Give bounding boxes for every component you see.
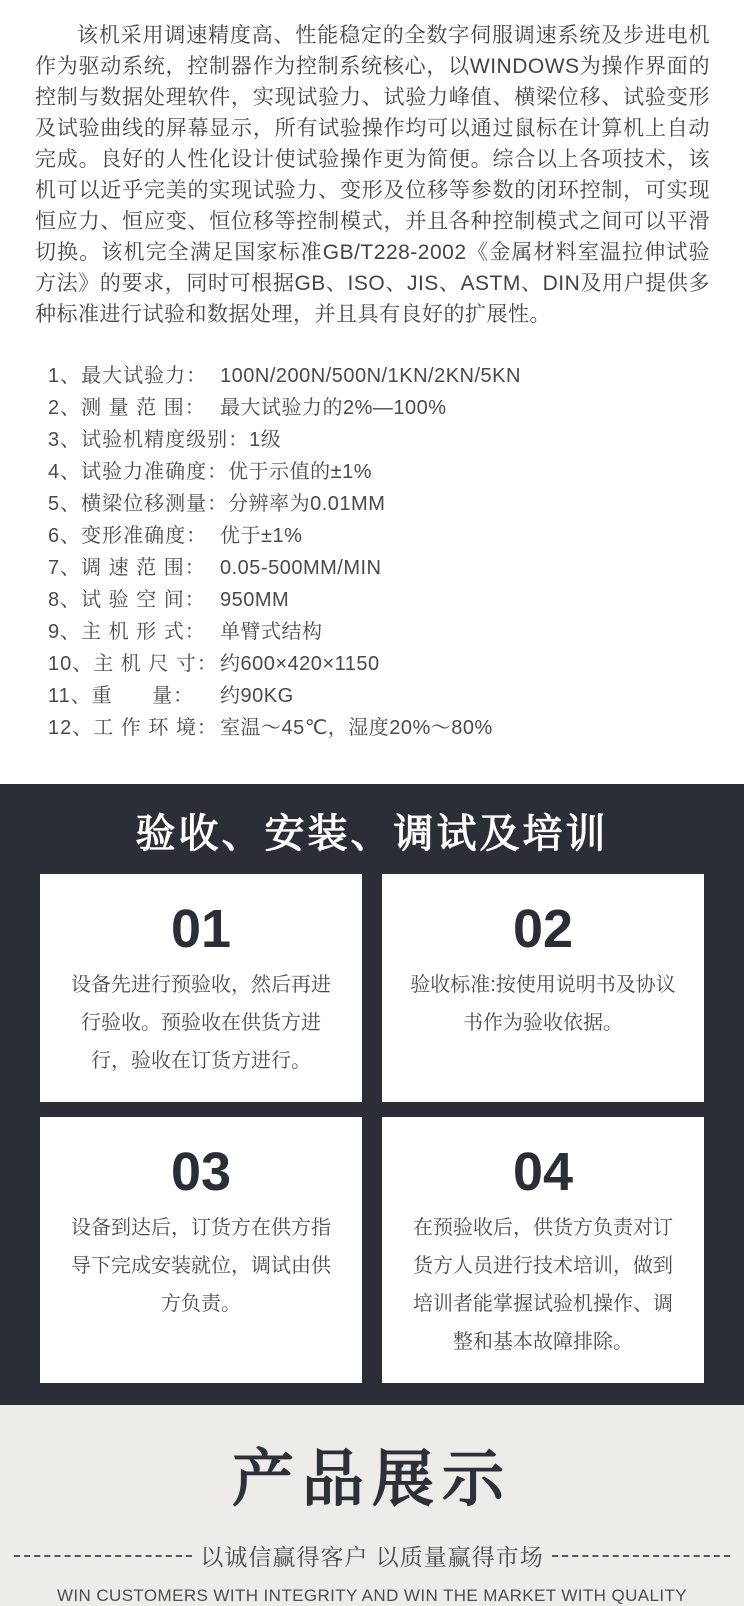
tagline-english: WIN CUSTOMERS WITH INTEGRITY AND WIN THE MARKET WITH QUALITY xyxy=(56,1586,688,1605)
acceptance-title: 验收、安装、调试及培训 xyxy=(135,812,609,856)
spec-value: 1级 xyxy=(249,429,282,451)
card-text: 在预验收后，供货方负责对订货方人员进行技术培训，做到培训者能掌握试验机操作、调整和基本故障排除。 xyxy=(413,1217,673,1353)
showcase-section xyxy=(0,1405,744,1606)
intro-paragraph: 该机采用调速精度高、性能稳定的全数字伺服调速系统及步进电机作为驱动系统，控制器作为控制系统核心，以WINDOWS为操作界面的控制与数据处理软件，实现试验力、试验力峰值、横梁位移、试验变形及试验曲线的屏幕显示，所有试验操作均可以通过鼠标在计算机上自动完成。良好的人性化设计使试验操作更为简便。综合以上各项技术，该机可以近乎完美的实现试验力、变形及位移等参数的闭环控制，可实现恒应力、恒应变、恒位移等控制模式，并且各种控制模式之间可以平滑切换。该机完全满足国家标准GB/T228-2002《金属材料室温拉伸试验方法》的要求，同时可根据GB、ISO、JIS、ASTM、DIN及用户提供多种标准进行试验和数据处理，并且具有良好的扩展性。 xyxy=(35,24,710,326)
card-text: 设备到达后，订货方在供方指导下完成安装就位，调试由供方负责。 xyxy=(71,1217,331,1315)
spec-value: 优于±1% xyxy=(220,525,303,547)
spec-value: 约600×420×1150 xyxy=(220,653,380,675)
tagline-text: 以诚信赢得客户 以质量赢得市场 xyxy=(200,1544,544,1570)
spec-item xyxy=(48,712,714,744)
spec-value: 100N/200N/500N/1KN/2KN/5KN xyxy=(220,365,521,387)
spec-value: 最大试验力的2%—100% xyxy=(220,397,447,419)
card-text: 设备先进行预验收，然后再进行验收。预验收在供货方进行，验收在订货方进行。 xyxy=(71,974,331,1072)
spec-item xyxy=(48,520,714,552)
spec-item xyxy=(48,360,714,392)
showcase-title: 产品展示 xyxy=(231,1445,512,1514)
card-number: 03 xyxy=(170,1142,232,1202)
spec-label: 11、重 量： xyxy=(48,685,195,707)
spec-item xyxy=(48,584,714,616)
spec-label: 4、试验力准确度： xyxy=(48,461,229,483)
card-number: 04 xyxy=(512,1142,574,1202)
spec-item xyxy=(48,392,714,424)
card-text: 验收标准:按使用说明书及协议书作为验收依据。 xyxy=(410,974,676,1034)
specs-section xyxy=(0,360,744,744)
acceptance-card-02 xyxy=(382,874,704,1102)
spec-value: 室温～45℃，湿度20%～80% xyxy=(220,717,493,739)
spec-value: 950MM xyxy=(220,589,290,611)
spec-value: 约90KG xyxy=(220,685,294,707)
dash-line-left xyxy=(14,1555,192,1557)
spec-label: 9、主 机 形 式： xyxy=(48,621,206,643)
acceptance-cards-grid xyxy=(40,874,704,1383)
spec-item xyxy=(48,648,714,680)
spec-item xyxy=(48,488,714,520)
spec-item xyxy=(48,424,714,456)
spec-label: 7、调 速 范 围： xyxy=(48,557,206,579)
spec-label: 3、试验机精度级别： xyxy=(48,429,250,451)
spec-value: 单臂式结构 xyxy=(220,621,323,643)
spec-label: 1、最大试验力： xyxy=(48,365,208,387)
spec-label: 6、变形准确度： xyxy=(48,525,208,547)
spec-value: 分辨率为0.01MM xyxy=(228,493,386,515)
spec-label: 10、主 机 尺 寸： xyxy=(48,653,218,675)
card-number: 01 xyxy=(170,899,232,959)
spec-item xyxy=(48,680,714,712)
acceptance-section xyxy=(0,784,744,1405)
spec-value: 优于示值的±1% xyxy=(228,461,373,483)
tagline-row xyxy=(0,1539,744,1572)
spec-item xyxy=(48,616,714,648)
card-number: 02 xyxy=(512,899,574,959)
spec-label: 2、测 量 范 围： xyxy=(48,397,206,419)
intro-section xyxy=(0,0,744,330)
acceptance-card-03 xyxy=(40,1117,362,1383)
dash-line-right xyxy=(552,1555,730,1557)
spec-item xyxy=(48,552,714,584)
spec-label: 12、工 作 环 境： xyxy=(48,717,218,739)
acceptance-card-01 xyxy=(40,874,362,1102)
spec-label: 8、试 验 空 间： xyxy=(48,589,206,611)
spec-value: 0.05-500MM/MIN xyxy=(220,557,382,579)
acceptance-card-04 xyxy=(382,1117,704,1383)
spec-item xyxy=(48,456,714,488)
spec-label: 5、横梁位移测量： xyxy=(48,493,229,515)
